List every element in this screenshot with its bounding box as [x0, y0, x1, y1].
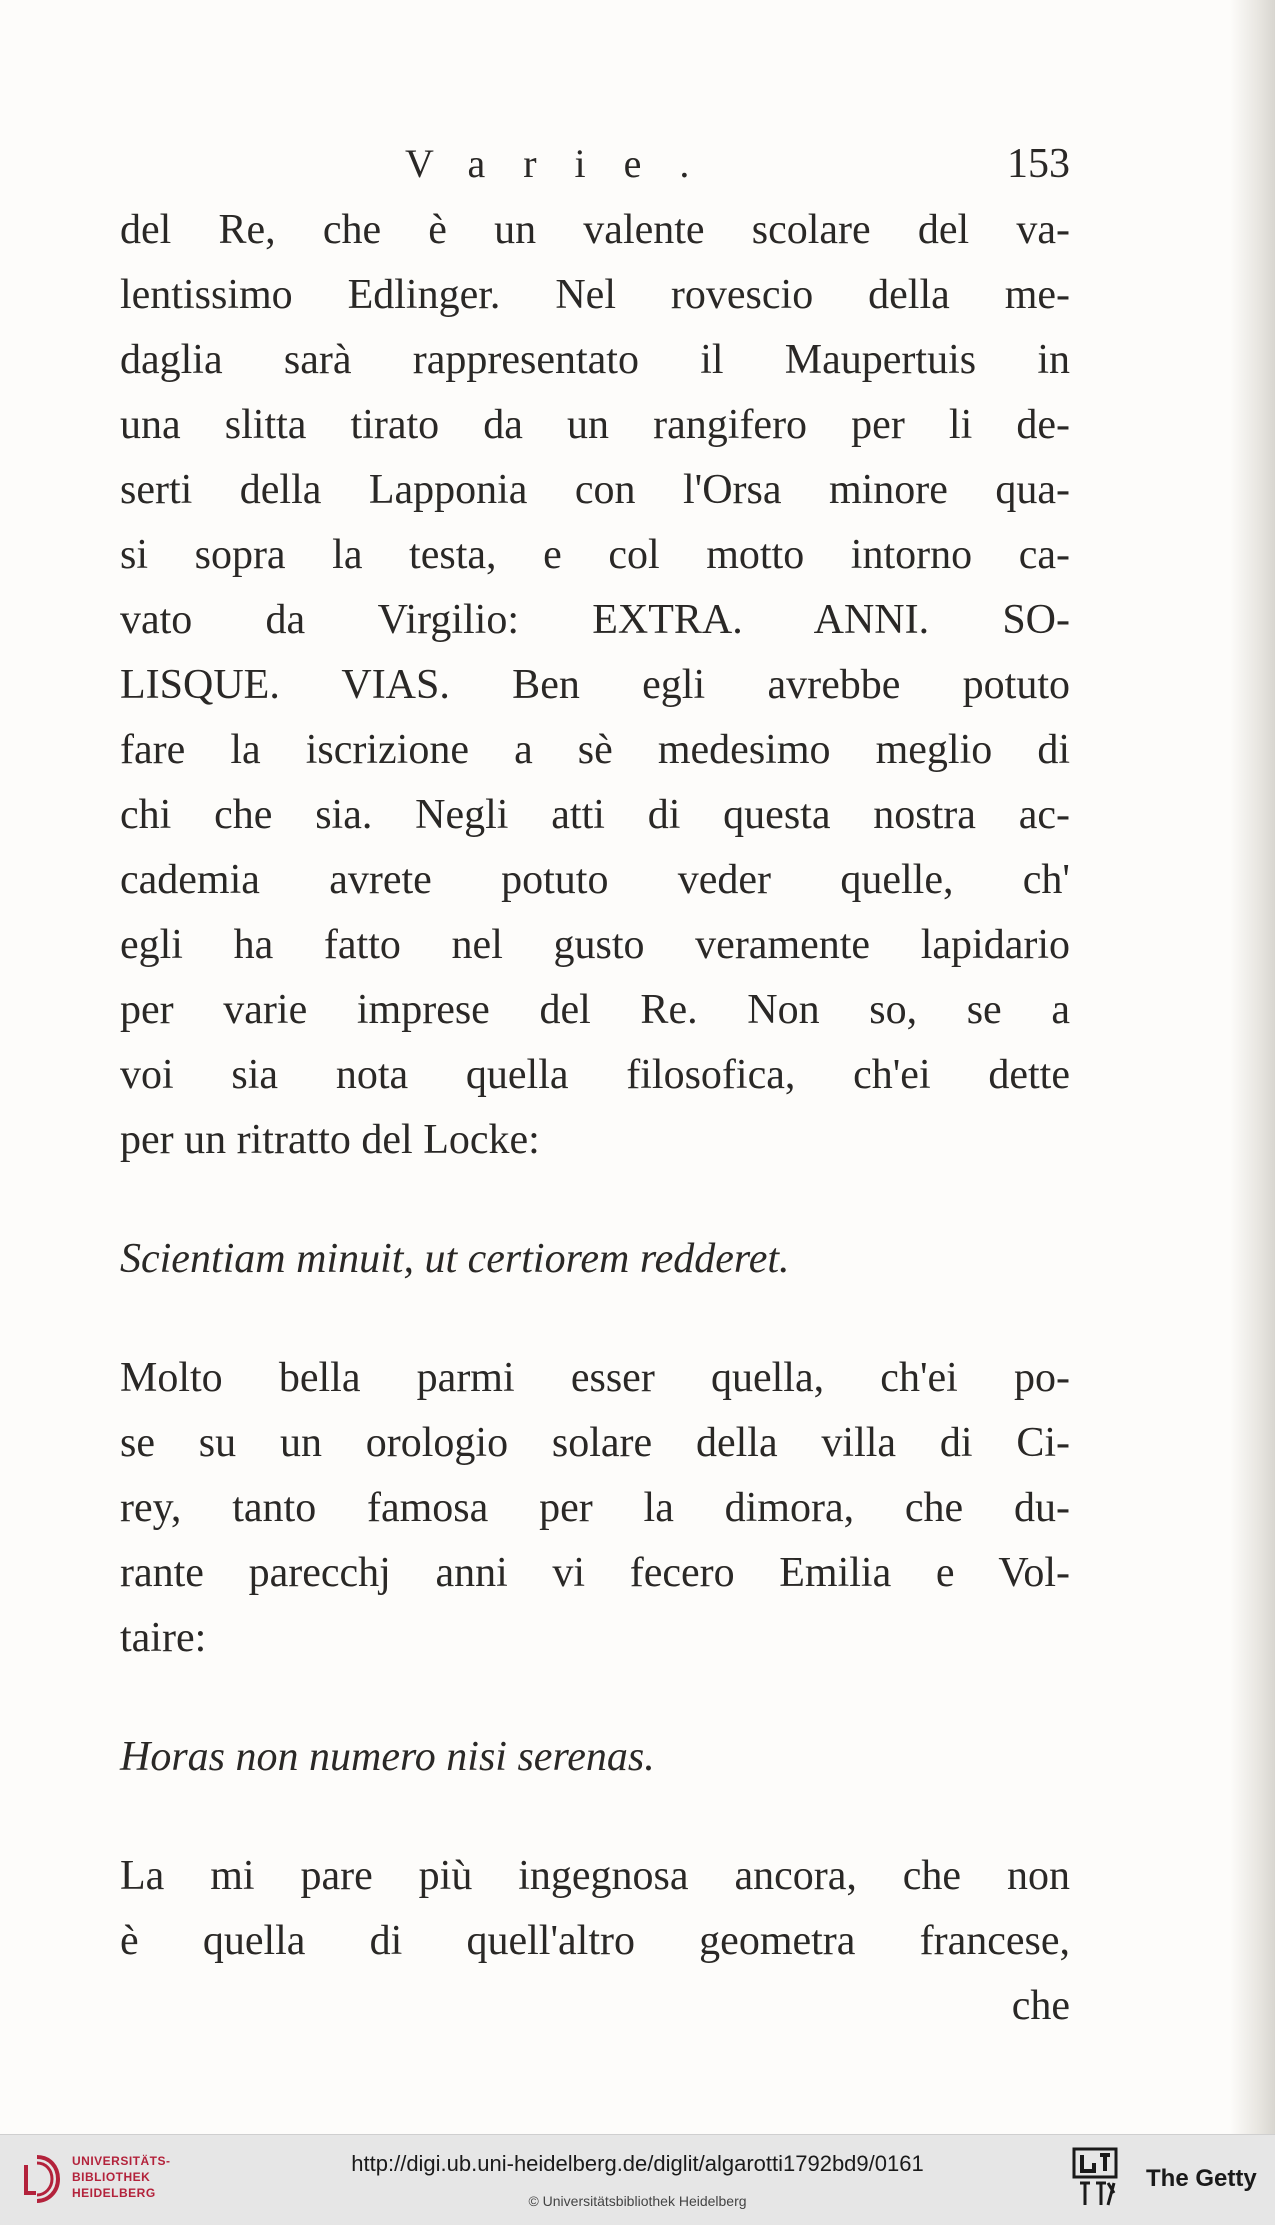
text-line: La mi pare più ingegnosa ancora, che non [120, 1853, 1070, 1899]
text-line: rey, tanto famosa per la dimora, che du- [120, 1485, 1070, 1531]
spacer [120, 1173, 1070, 1227]
page-header [405, 140, 1070, 190]
footer-bar [0, 2134, 1275, 2225]
text-line: lentissimo Edlinger. Nel rovescio della me- [120, 272, 1070, 318]
latin-quote: Horas non numero nisi serenas. [120, 1734, 655, 1780]
text-line: serti della Lapponia con l'Orsa minore qua- [120, 467, 1070, 513]
spacer [120, 1671, 1070, 1725]
copyright-notice: © Universitätsbibliothek Heidelberg [528, 2193, 747, 2209]
text-line: taire: [120, 1615, 207, 1661]
spacer [120, 1292, 1070, 1346]
text-line: cademia avrete potuto veder quelle, ch' [120, 857, 1070, 903]
text-line: egli ha fatto nel gusto veramente lapidario [120, 922, 1070, 968]
text-line: è quella di quell'altro geometra francese, [120, 1918, 1070, 1964]
text-line: fare la iscrizione a sè medesimo meglio di [120, 727, 1070, 773]
text-line: Molto bella parmi esser quella, ch'ei po- [120, 1355, 1070, 1401]
text-line: chi che sia. Negli atti di questa nostra ac- [120, 792, 1070, 838]
text-line: se su un orologio solare della villa di Ci- [120, 1420, 1070, 1466]
text-line: rante parecchj anni vi fecero Emilia e Vol- [120, 1550, 1070, 1596]
library-name-line: BIBLIOTHEK [72, 2170, 151, 2184]
text-line: vato da Virgilio: EXTRA. ANNI. SO- [120, 597, 1070, 643]
text-line: del Re, che è un valente scolare del va- [120, 207, 1070, 253]
catchword: che [1011, 1983, 1070, 2029]
page-number: 153 [1007, 141, 1070, 187]
text-line: per varie imprese del Re. Non so, se a [120, 987, 1070, 1033]
running-head: Varie. [405, 141, 728, 186]
text-line: LISQUE. VIAS. Ben egli avrebbe potuto [120, 662, 1070, 708]
text-line: daglia sarà rappresentato il Maupertuis in [120, 337, 1070, 383]
text-line: una slitta tirato da un rangifero per li de- [120, 402, 1070, 448]
body-text [120, 198, 1070, 2039]
latin-quote: Scientiam minuit, ut certiorem redderet. [120, 1236, 790, 1282]
text-line: voi sia nota quella filosofica, ch'ei dette [120, 1052, 1070, 1098]
text-line: si sopra la testa, e col motto intorno ca- [120, 532, 1070, 578]
permalink-url[interactable]: http://digi.ub.uni-heidelberg.de/diglit/algarotti1792bd9/0161 [351, 2151, 924, 2176]
library-name-line: UNIVERSITÄTS- [72, 2154, 171, 2168]
page-gutter [1230, 0, 1275, 2134]
spacer [120, 1790, 1070, 1844]
text-line: per un ritratto del Locke: [120, 1117, 540, 1163]
getty-logo-icon[interactable] [1072, 2147, 1118, 2211]
getty-label[interactable]: The Getty [1146, 2165, 1257, 2192]
library-name-line: HEIDELBERG [72, 2186, 156, 2200]
